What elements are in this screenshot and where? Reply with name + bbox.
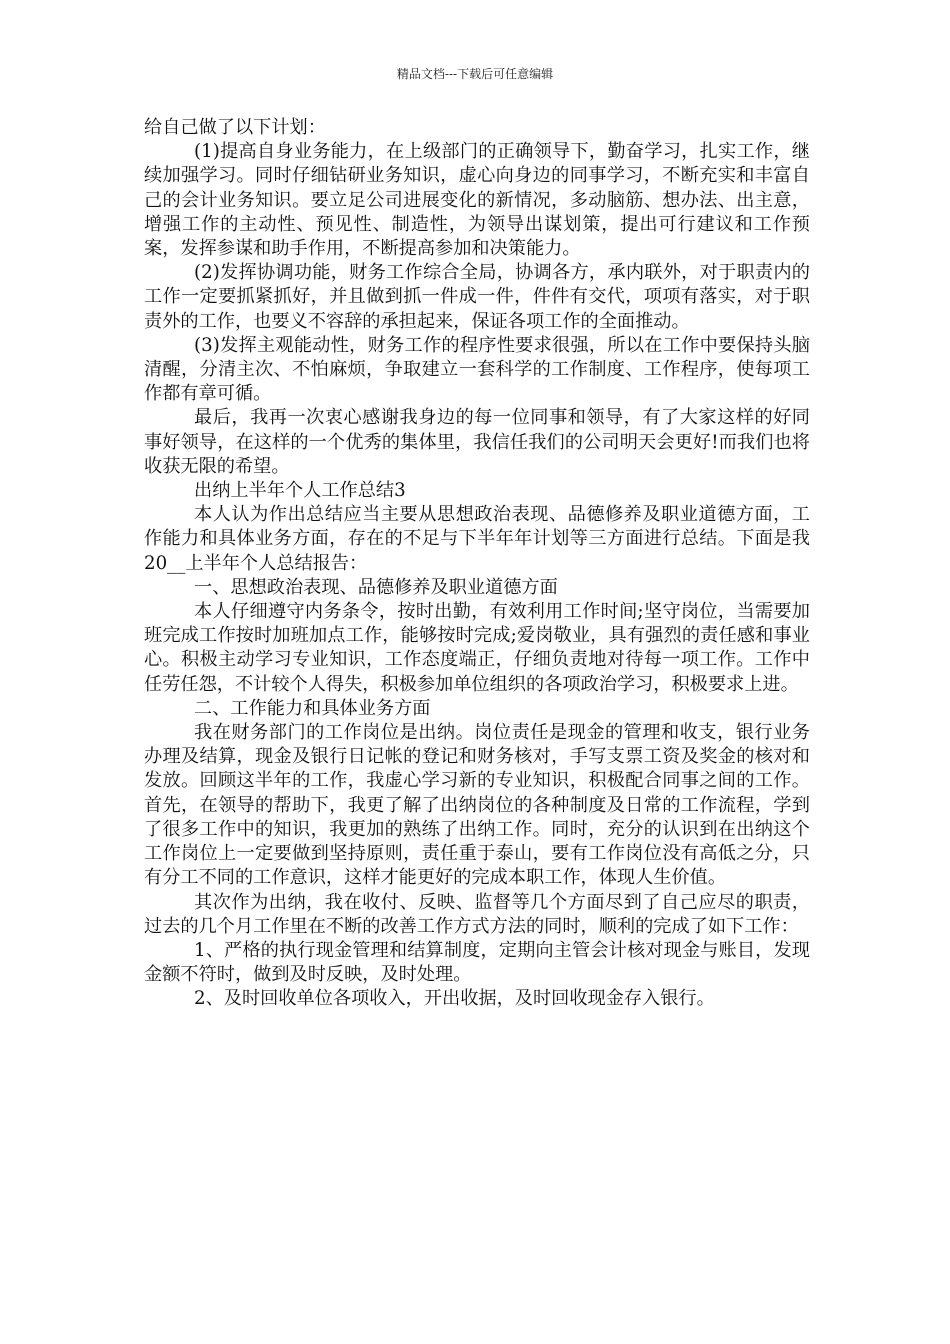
paragraph-plan-item-3: (3)发挥主观能动性，财务工作的程序性要求很强，所以在工作中要保持头脑清醒，分清主次、不怕麻烦，争取建立一套科学的工作制度、工作程序，使每项工作都有章可循。 <box>144 334 810 405</box>
paragraph-job-duties: 我在财务部门的工作岗位是出纳。岗位责任是现金的管理和收支，银行业务办理及结算，现金及银行日记帐的登记和财务核对，手写支票工资及奖金的核对和发放。回顾这半年的工作，我虚心学习新的专业知识，积极配合同事之间的工作。首先，在领导的帮助下，我更了解了出纳岗位的各种制度及日常的工作流程，学到了很多工作中的知识，我更加的熟练了出纳工作。同时，充分的认识到在出纳这个工作岗位上一定要做到坚持原则，责任重于泰山，要有工作岗位没有高低之分，只有分工不同的工作意识，这样才能更好的完成本职工作，体现人生价值。 <box>144 722 810 889</box>
page-header: 精品文档---下载后可任意编辑 <box>396 67 554 81</box>
paragraph-closing: 最后，我再一次衷心感谢我身边的每一位同事和领导，有了大家这样的好同事好领导，在这样的一个优秀的集体里，我信任我们的公司明天会更好!而我们也将收获无限的希望。 <box>144 407 810 477</box>
list-item-1: 1、严格的执行现金管理和结算制度，定期向主管会计核对现金与账目，发现金额不符时，做到及时反映，及时处理。 <box>144 939 810 986</box>
paragraph-summary-intro: 本人认为作出总结应当主要从思想政治表现、品德修养及职业道德方面，工作能力和具体业务方面，存在的不足与下半年年计划等三方面进行总结。下面是我20__上半年个人总结报告： <box>144 504 810 574</box>
section-heading-1: 一、思想政治表现、品德修养及职业道德方面 <box>194 576 558 598</box>
paragraph-plan-item-2: (2)发挥协调功能，财务工作综合全局，协调各方，承内联外，对于职责内的工作一定要抓紧抓好，并且做到抓一件成一件，件件有交代，项项有落实，对于职责外的工作，也要义不容辞的承担起来，保证各项工作的全面推动。 <box>144 262 810 332</box>
paragraph-plan-intro: 给自己做了以下计划： <box>144 117 326 138</box>
document-body <box>144 116 810 1012</box>
section-title: 出纳上半年个人工作总结3 <box>194 480 406 502</box>
list-item-2: 2、及时回收单位各项收入，开出收据，及时回收现金存入银行。 <box>194 988 715 1010</box>
paragraph-plan-item-1: (1)提高自身业务能力，在上级部门的正确领导下，勤奋学习，扎实工作，继续加强学习。同时仔细钻研业务知识，虚心向身边的同事学习，不断充实和丰富自己的会计业务知识。要立足公司进展变化的新情况，多动脑筋、想办法、出主意，增强工作的主动性、预见性、制造性，为领导出谋划策，提出可行建议和工作预案，发挥参谋和助手作用，不断提高参加和决策能力。 <box>144 141 810 260</box>
paragraph-conduct: 本人仔细遵守内务条令，按时出勤，有效利用工作时间;坚守岗位，当需要加班完成工作按时加班加点工作，能够按时完成;爱岗敬业，具有强烈的责任感和事业心。积极主动学习专业知识，工作态度端正，仔细负责地对待每一项工作。工作中任劳任怨，不计较个人得失，积极参加单位组织的各项政治学习，积极要求上进。 <box>144 601 810 695</box>
section-heading-2: 二、工作能力和具体业务方面 <box>194 697 431 719</box>
paragraph-responsibilities: 其次作为出纳，我在收付、反映、监督等几个方面尽到了自己应尽的职责，过去的几个月工作里在不断的改善工作方式方法的同时，顺利的完成了如下工作： <box>144 891 810 937</box>
